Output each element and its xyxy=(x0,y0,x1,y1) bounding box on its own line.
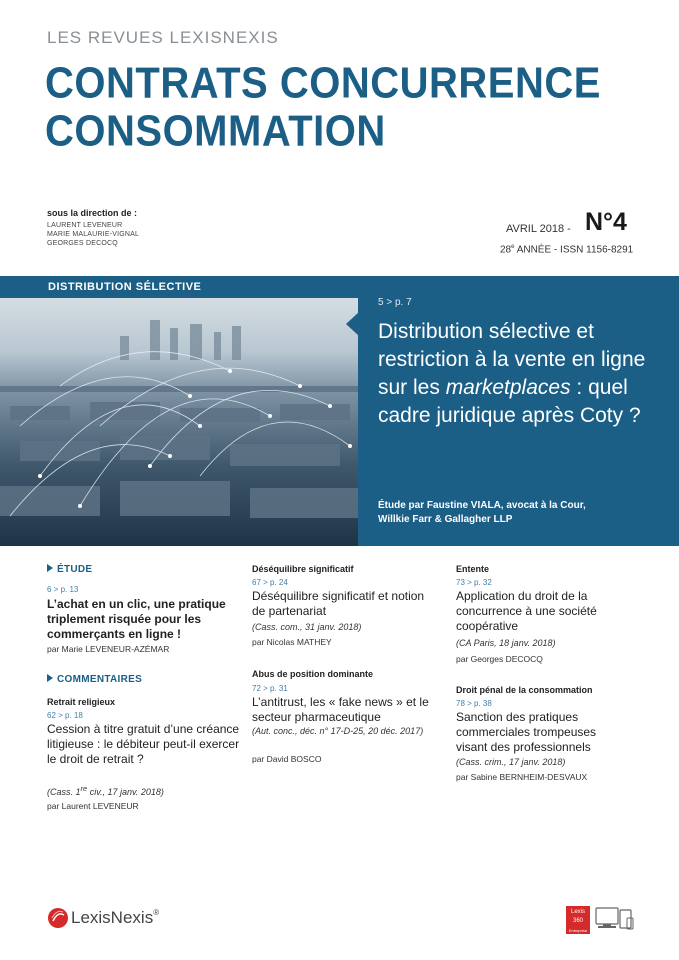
article-citation xyxy=(47,783,164,798)
triangle-icon xyxy=(47,674,53,682)
page-ref: 73 > p. 32 xyxy=(456,578,492,587)
badge-line: 360 xyxy=(572,918,583,924)
lexisnexis-logo-icon xyxy=(47,907,69,934)
feature-author-line: Étude par Faustine VIALA, avocat à la Cour, xyxy=(378,500,586,511)
section-head-etude xyxy=(47,564,92,575)
article-citation: (Cass. com., 31 janv. 2018) xyxy=(252,622,362,632)
article-author: par Laurent LEVENEUR xyxy=(47,801,139,811)
journal-title-line-2: CONSOMMATION xyxy=(45,107,386,156)
article-category: Retrait religieux xyxy=(47,697,116,707)
page-ref: 67 > p. 24 xyxy=(252,578,288,587)
section-label: DISTRIBUTION SÉLECTIVE xyxy=(48,281,202,293)
page-ref: 78 > p. 38 xyxy=(456,699,492,708)
article-category: Abus de position dominante xyxy=(252,669,373,679)
feature-title-emphasis: marketplaces xyxy=(445,376,571,399)
article-citation: (Cass. crim., 17 janv. 2018) xyxy=(456,757,566,767)
feature-author xyxy=(378,499,658,527)
article-author: par Marie LEVENEUR-AZÉMAR xyxy=(47,644,170,654)
director-name: GEORGES DECOCQ xyxy=(47,240,118,247)
feature-author-line: Willkie Farr & Gallagher LLP xyxy=(378,514,513,525)
feature-title-start: Distribution sélective et restriction à la vente en ligne sur les xyxy=(378,320,646,399)
devices-icon xyxy=(595,906,635,939)
publisher-name: LES REVUES LEXISNEXIS xyxy=(47,28,279,47)
feature-title xyxy=(378,318,663,430)
wordmark-text: LexisNexis xyxy=(71,908,154,927)
panel-pointer xyxy=(346,312,359,336)
feature-title-end: : quel cadre juridique après Coty ? xyxy=(378,376,641,427)
badge-line: Entreprise xyxy=(568,928,588,933)
cityscape-network-photo xyxy=(0,276,358,546)
citation-start: (Cass. 1 xyxy=(47,787,81,797)
page-ref: 72 > p. 31 xyxy=(252,684,288,693)
section-head-commentaires xyxy=(47,674,142,685)
lexisnexis-wordmark xyxy=(71,908,159,928)
registered-mark: ® xyxy=(153,908,160,917)
article-author: par Nicolas MATHEY xyxy=(252,637,332,647)
issue-year: 28 xyxy=(500,244,512,256)
issue-number: N°4 xyxy=(585,208,627,236)
page-ref: 6 > p. 13 xyxy=(47,585,79,594)
article-citation: (Aut. conc., déc. n° 17-D-25, 20 déc. 2017) xyxy=(252,726,424,736)
issue-info xyxy=(500,244,633,255)
director-name: LAURENT LEVENEUR xyxy=(47,222,123,229)
direction-label: sous la direction de : xyxy=(47,208,138,218)
issue-year-suffix: e xyxy=(511,244,515,250)
article-citation: (CA Paris, 18 janv. 2018) xyxy=(456,638,556,648)
article-author: par David BOSCO xyxy=(252,754,322,764)
citation-end: civ., 17 janv. 2018) xyxy=(87,787,164,797)
issue-issn: ANNÉE - ISSN 1156-8291 xyxy=(514,244,634,256)
article-category: Déséquilibre significatif xyxy=(252,564,354,574)
triangle-icon xyxy=(47,564,53,572)
lexis-360-badge xyxy=(566,906,590,934)
article-category: Droit pénal de la consommation xyxy=(456,685,593,695)
section-head-label: ÉTUDE xyxy=(57,564,93,575)
feature-page-ref: 5 > p. 7 xyxy=(378,297,412,308)
article-author: par Georges DECOCQ xyxy=(456,654,543,664)
article-title: Application du droit de la concurrence à une société coopérative xyxy=(456,589,597,633)
article-title: L’achat en un clic, une pratique triplement risquée pour les commerçants en ligne ! xyxy=(47,597,226,641)
badge-line: Lexis xyxy=(570,909,585,915)
article-title: Déséquilibre significatif et notion de partenariat xyxy=(252,589,425,618)
article-category: Entente xyxy=(456,564,490,574)
director-name: MARIE MALAURIE-VIGNAL xyxy=(47,231,140,238)
citation-sup: re xyxy=(80,784,88,793)
article-author: par Sabine BERNHEIM-DESVAUX xyxy=(456,772,588,782)
journal-title-line-1: CONTRATS CONCURRENCE xyxy=(45,59,601,108)
article-title: Sanction des pratiques commerciales trompeuses visant des professionnels xyxy=(456,710,597,754)
article-title: Cession à titre gratuit d’une créance litigieuse : le débiteur peut-il exercer le droit de retrait ? xyxy=(47,722,240,766)
issue-date: AVRIL 2018 - xyxy=(506,223,571,235)
article-title: L’antitrust, les « fake news » et le secteur pharmaceutique xyxy=(252,695,429,724)
page-ref: 62 > p. 18 xyxy=(47,711,83,720)
section-head-label: COMMENTAIRES xyxy=(57,674,143,685)
